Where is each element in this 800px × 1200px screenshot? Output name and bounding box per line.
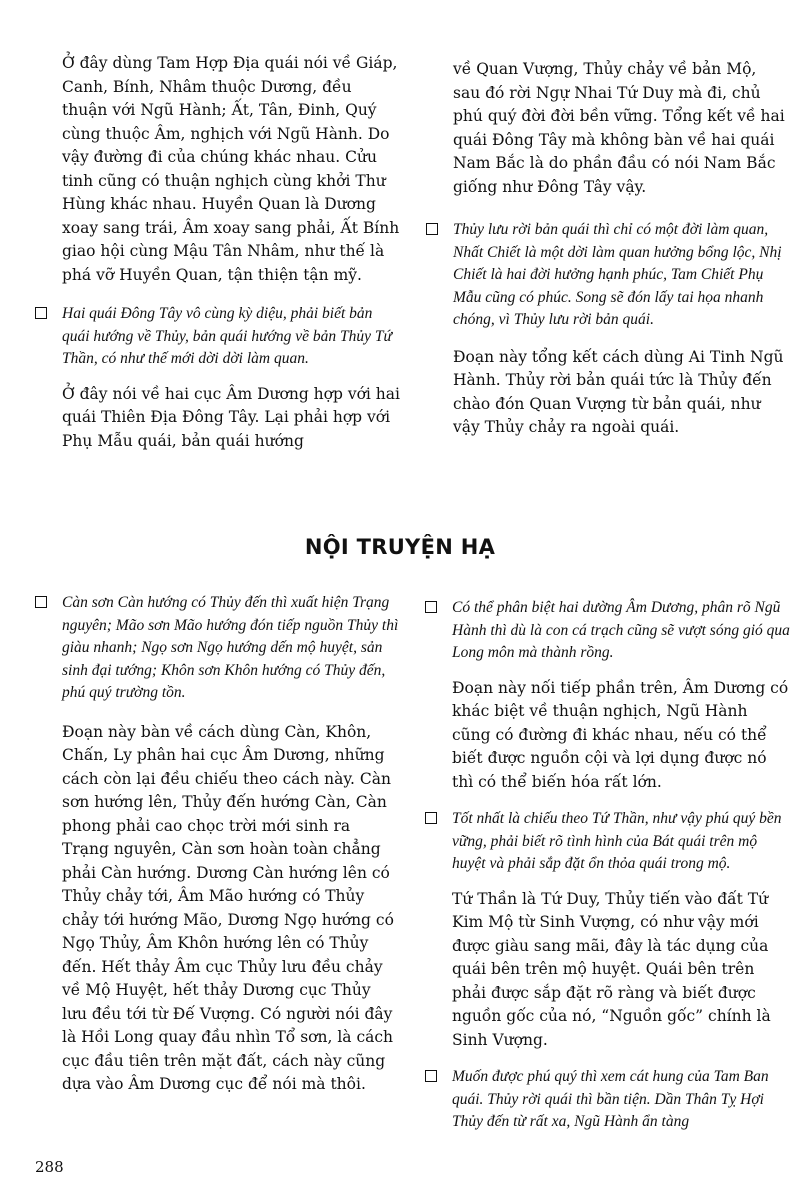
checkbox-bullet-icon bbox=[425, 812, 437, 824]
quote-block bbox=[452, 1066, 790, 1134]
top-left-column bbox=[62, 52, 400, 453]
checkbox-bullet-icon bbox=[425, 601, 437, 613]
quote-text: Có thể phân biệt hai dường Âm Dương, phân rõ Ngũ Hành thì dù là con cá trạch cũng sẽ vượt sóng gió qua Long môn mà thành rồng. bbox=[452, 599, 790, 661]
quote-block bbox=[62, 592, 400, 705]
quote-block bbox=[453, 219, 788, 332]
checkbox-bullet-icon bbox=[35, 596, 47, 608]
checkbox-bullet-icon bbox=[426, 223, 438, 235]
quote-text: Hai quái Đông Tây vô cùng kỳ diệu, phải biết bản quái hướng về Thủy, bản quái hướng về bản Thủy Tứ Thần, có như thế mới dời dời làm quan. bbox=[62, 305, 392, 367]
paragraph: Ở đây nói về hai cục Âm Dương hợp với hai quái Thiên Địa Đông Tây. Lại phải hợp với Phụ Mẫu quái, bản quái hướng bbox=[62, 384, 400, 450]
paragraph: Đoạn này nối tiếp phần trên, Âm Dương có khác biệt về thuận nghịch, Ngũ Hành cũng có đường đi khác nhau, nếu có thể biết được nguồn cội và lợi dụng được nó thì có thể biến hóa rất lớn. bbox=[452, 678, 789, 791]
page-number: 288 bbox=[35, 1158, 64, 1176]
checkbox-bullet-icon bbox=[425, 1070, 437, 1082]
bottom-left-column bbox=[62, 592, 400, 1097]
paragraph: Đoạn này bàn về cách dùng Càn, Khôn, Chấn, Ly phân hai cục Âm Dương, những cách còn lại đều chiếu theo cách này. Càn sơn hướng lên, Thủy đến hướng Càn, Càn phong phải cao chọc trời mới sinh ra Trạng nguyên, Càn sơn hoàn toàn chẳng phải Càn hướng. Dương Càn hướng lên có Thủy chảy tới, Âm Mão hướng có Thủy chảy tới hướng Mão, Dương Ngọ hướng có Ngọ Thủy, Âm Khôn hướng lên có Thủy đến. Hết thảy Âm cục Thủy lưu đều chảy về Mộ Huyệt, hết thảy Dương cục Thủy lưu đều tới từ Đế Vượng. Có người nói đây là Hồi Long quay đầu nhìn Tổ sơn, là cách cục đầu tiên trên mặt đất, cách này cũng dựa vào Âm Dương cục để nói mà thôi. bbox=[62, 722, 394, 1093]
paragraph: Tứ Thần là Tứ Duy, Thủy tiến vào đất Tứ Kim Mộ từ Sinh Vượng, có như vậy mới được giàu sang mãi, đây là tác dụng của quái bên trên mộ huyệt. Quái bên trên phải được sắp đặt rõ ràng và biết được nguồn gốc của nó, “Nguồn gốc” chính là Sinh Vượng. bbox=[452, 889, 771, 1049]
paragraph: Đoạn này tổng kết cách dùng Ai Tinh Ngũ Hành. Thủy rời bản quái tức là Thủy đến chào đón Quan Vượng từ bản quái, như vậy Thủy chảy ra ngoài quái. bbox=[453, 347, 784, 436]
quote-block bbox=[62, 303, 400, 371]
section-heading: NỘI TRUYỆN HẠ bbox=[304, 535, 496, 559]
quote-text: Tốt nhất là chiếu theo Tứ Thần, như vậy phú quý bền vững, phải biết rõ tình hình của Bát quái trên mộ huyệt và phải sắp đặt ổn thỏa quái trong mộ. bbox=[452, 810, 782, 872]
paragraph: về Quan Vượng, Thủy chảy về bản Mộ, sau đó rời Ngự Nhai Tứ Duy mà đi, chủ phú quý đời đời bền vững. Tổng kết về hai quái Đông Tây mà không bàn về hai quái Nam Bắc là do phần đầu có nói Nam Bắc giống như Đông Tây vậy. bbox=[453, 60, 785, 196]
bottom-right-column bbox=[452, 597, 790, 1134]
checkbox-bullet-icon bbox=[35, 307, 47, 319]
quote-text: Thủy lưu rời bản quái thì chỉ có một đời làm quan, Nhất Chiết là một dời làm quan hưởng bổng lộc, Nhị Chiết là hai đời hưởng hạnh phúc, Tam Chiết Phụ Mẫu cũng có phúc. Song sẽ đón lấy tai họa nhanh chóng, vì Thủy lưu rời bản quái. bbox=[453, 221, 782, 328]
paragraph: Ở đây dùng Tam Hợp Địa quái nói về Giáp, Canh, Bính, Nhâm thuộc Dương, đều thuận với Ngũ Hành; Ất, Tân, Đinh, Quý cùng thuộc Âm, nghịch với Ngũ Hành. Do vậy đường đi của chúng khác nhau. Cửu tinh cũng có thuận nghịch cùng khởi Thư Hùng khác nhau. Huyền Quan là Dương xoay sang trái, Âm xoay sang phải, Ất Bính giao hội cùng Mậu Tân Nhâm, như thế là phá vỡ Huyền Quan, tận thiện tận mỹ. bbox=[62, 54, 400, 284]
quote-text: Muốn được phú quý thì xem cát hung của Tam Ban quái. Thủy rời quái thì bần tiện. Dần Thân Tỵ Hợi Thủy đến từ rất xa, Ngũ Hành ẩn tàng bbox=[452, 1068, 769, 1130]
quote-text: Càn sơn Càn hướng có Thủy đến thì xuất hiện Trạng nguyên; Mão sơn Mão hướng đón tiếp nguồn Thủy thì giàu nhanh; Ngọ sơn Ngọ hướng dến mộ huyệt, sản sinh đại tướng; Khôn sơn Khôn hướng có Thủy đến, phú quý trường tồn. bbox=[62, 594, 399, 701]
quote-block bbox=[452, 597, 790, 665]
quote-block bbox=[452, 808, 790, 876]
top-right-column bbox=[453, 58, 788, 440]
